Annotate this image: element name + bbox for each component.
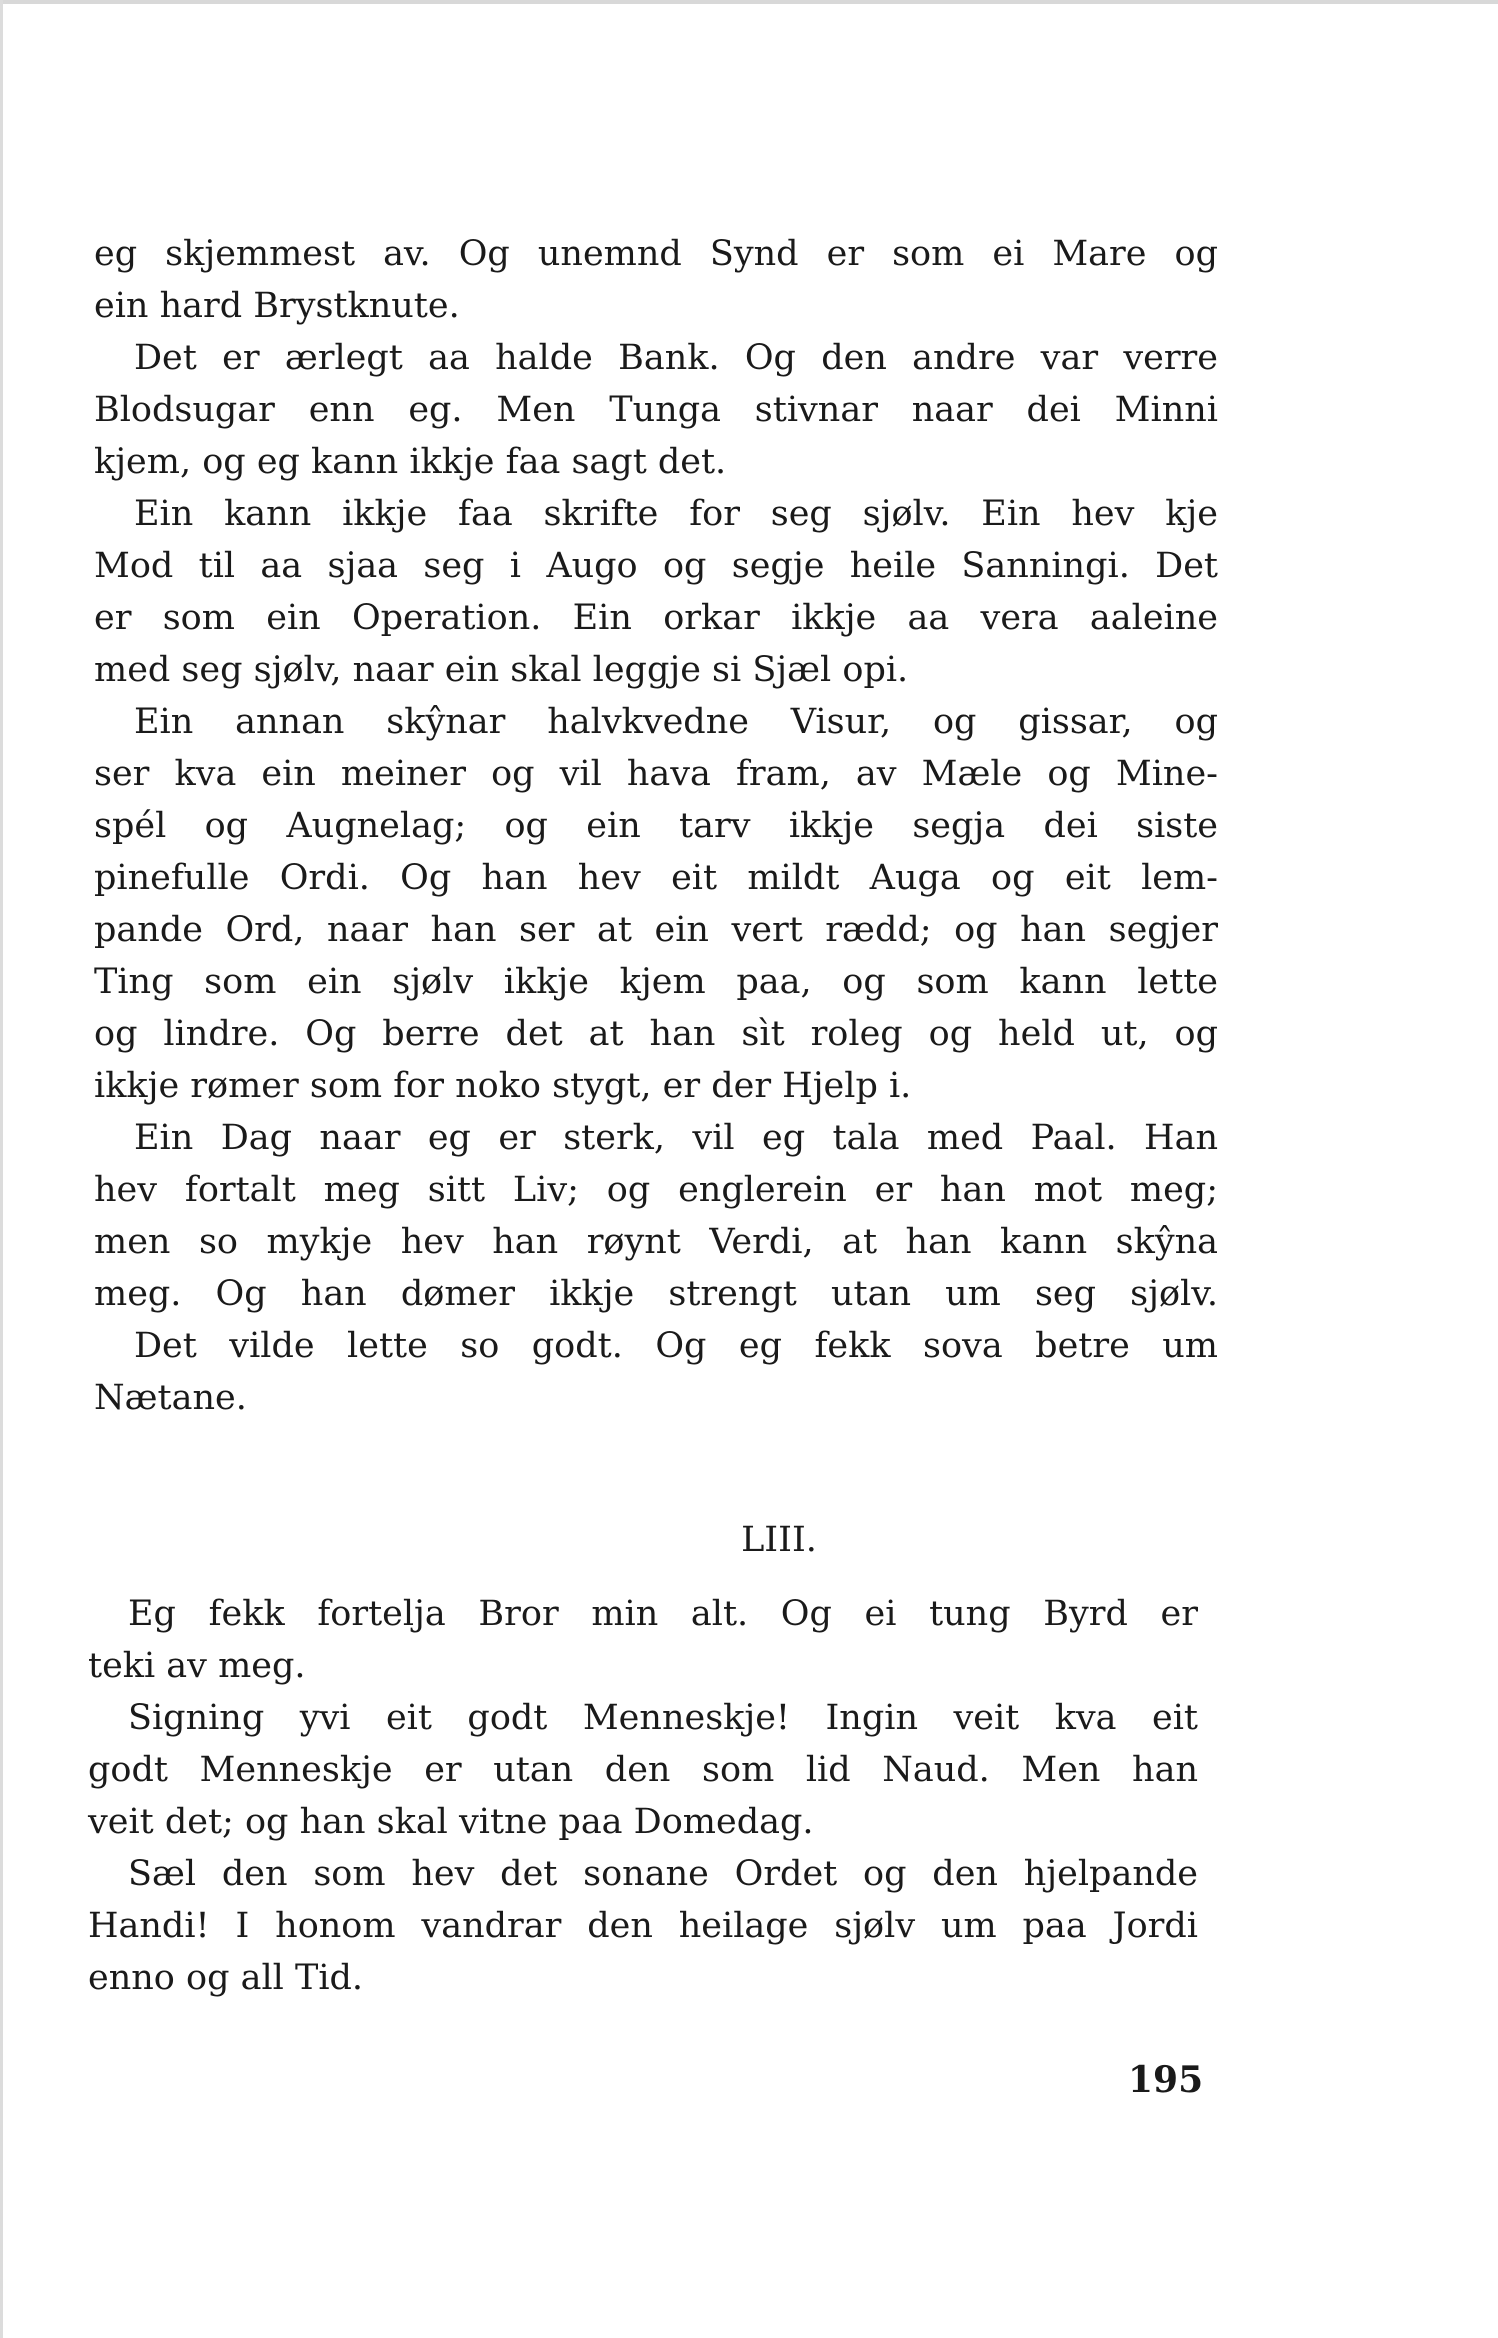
text-line: meg. Og han dømer ikkje strengt utan um seg sjølv. bbox=[94, 1274, 1218, 1314]
text-line: hev fortalt meg sitt Liv; og englerein er han mot meg; bbox=[94, 1170, 1218, 1210]
text-line: Handi! I honom vandrar den heilage sjølv um paa Jordi bbox=[88, 1906, 1198, 1946]
page-left-edge bbox=[0, 0, 3, 2338]
text-line: Sæl den som hev det sonane Ordet og den hjelpande bbox=[128, 1854, 1198, 1894]
text-line: kjem, og eg kann ikkje faa sagt det. bbox=[94, 442, 727, 482]
text-line: godt Menneskje er utan den som lid Naud. Men han bbox=[88, 1750, 1198, 1790]
text-line: Blodsugar enn eg. Men Tunga stivnar naar dei Minni bbox=[94, 390, 1218, 430]
text-line: ser kva ein meiner og vil hava fram, av Mæle og Mine- bbox=[94, 754, 1218, 794]
text-line: er som ein Operation. Ein orkar ikkje aa vera aaleine bbox=[94, 598, 1218, 638]
text-line: ikkje rømer som for noko stygt, er der Hjelp i. bbox=[94, 1066, 912, 1106]
text-line: Ting som ein sjølv ikkje kjem paa, og som kann lette bbox=[94, 962, 1218, 1002]
text-line: med seg sjølv, naar ein skal leggje si Sjæl opi. bbox=[94, 650, 909, 690]
text-line: Ein annan skŷnar halvkvedne Visur, og gissar, og bbox=[134, 702, 1218, 742]
page-number: 195 bbox=[1128, 2059, 1204, 2101]
text-line: eg skjemmest av. Og unemnd Synd er som ei Mare og bbox=[94, 234, 1218, 274]
chapter-heading: LIII. bbox=[741, 1520, 817, 1560]
body-text-block-1 bbox=[94, 228, 1218, 1424]
text-line: Mod til aa sjaa seg i Augo og segje heile Sanningi. Det bbox=[94, 546, 1218, 586]
text-line: pande Ord, naar han ser at ein vert rædd; og han segjer bbox=[94, 910, 1218, 950]
text-line: enno og all Tid. bbox=[88, 1958, 364, 1998]
text-line: Det vilde lette so godt. Og eg fekk sova betre um bbox=[134, 1326, 1218, 1366]
text-line: Nætane. bbox=[94, 1378, 247, 1418]
text-line: og lindre. Og berre det at han sìt roleg og held ut, og bbox=[94, 1014, 1218, 1054]
text-line: spél og Augnelag; og ein tarv ikkje segja dei siste bbox=[94, 806, 1218, 846]
text-line: pinefulle Ordi. Og han hev eit mildt Auga og eit lem- bbox=[94, 858, 1218, 898]
text-line: Signing yvi eit godt Menneskje! Ingin veit kva eit bbox=[128, 1698, 1198, 1738]
text-line: Eg fekk fortelja Bror min alt. Og ei tung Byrd er bbox=[128, 1594, 1198, 1634]
body-text-block-2 bbox=[88, 1588, 1198, 2004]
text-line: teki av meg. bbox=[88, 1646, 306, 1686]
text-line: Det er ærlegt aa halde Bank. Og den andre var verre bbox=[134, 338, 1218, 378]
text-line: men so mykje hev han røynt Verdi, at han kann skŷna bbox=[94, 1222, 1218, 1262]
text-line: ein hard Brystknute. bbox=[94, 286, 460, 326]
text-line: Ein Dag naar eg er sterk, vil eg tala med Paal. Han bbox=[134, 1118, 1218, 1158]
text-line: veit det; og han skal vitne paa Domedag. bbox=[88, 1802, 814, 1842]
text-line: Ein kann ikkje faa skrifte for seg sjølv. Ein hev kje bbox=[134, 494, 1218, 534]
page-top-edge bbox=[0, 0, 1498, 4]
